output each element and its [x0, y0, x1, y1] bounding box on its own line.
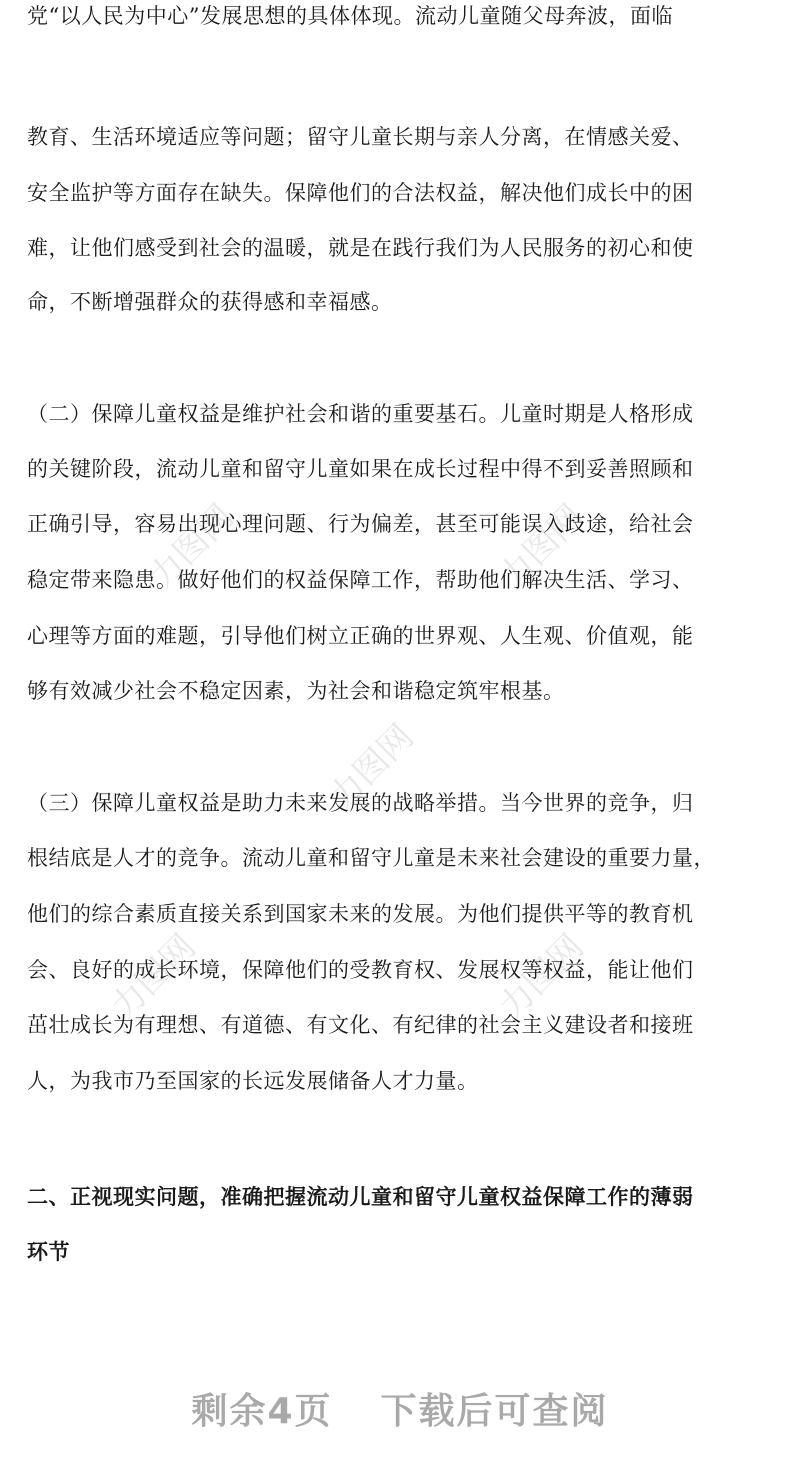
paragraph-line: 人，为我市乃至国家的长远发展储备人才力量。 [27, 1069, 479, 1093]
paragraph-line: （三）保障儿童权益是助力未来发展的战略举措。当今世界的竞争，归 [27, 791, 694, 815]
paragraph-line: 会、良好的成长环境，保障他们的受教育权、发展权等权益，能让他们 [27, 958, 694, 982]
paragraph-line: 他们的综合素质直接关系到国家未来的发展。为他们提供平等的教育机 [27, 902, 694, 926]
paragraph-line: 教育、生活环境适应等问题；留守儿童长期与亲人分离，在情感关爱、 [27, 125, 694, 149]
paragraph-line: 难，让他们感受到社会的温暖，就是在践行我们为人民服务的初心和使 [27, 236, 694, 260]
download-prompt[interactable] [0, 1383, 800, 1434]
watermark: 力图网 [491, 496, 592, 598]
paragraph-line: 稳定带来隐患。做好他们的权益保障工作，帮助他们解决生活、学习、 [27, 568, 694, 592]
paragraph-line: 的关键阶段，流动儿童和留守儿童如果在成长过程中得不到妥善照顾和 [27, 457, 694, 481]
section-heading: 二、正视现实问题，准确把握流动儿童和留守儿童权益保障工作的薄弱 [27, 1185, 694, 1209]
paragraph-line: 党“以人民为中心”发展思想的具体体现。流动儿童随父母奔波，面临 [27, 4, 673, 28]
paragraph-line: 命，不断增强群众的获得感和幸福感。 [27, 290, 393, 314]
download-to-view-label: 下载后可查阅 [380, 1391, 609, 1432]
paragraph-line: 根结底是人才的竞争。流动儿童和留守儿童是未来社会建设的重要力量， [27, 846, 715, 870]
watermark: 力图网 [141, 496, 242, 598]
watermark: 力图网 [103, 926, 204, 1028]
section-heading: 环节 [27, 1240, 70, 1264]
paragraph-line: 茁壮成长为有理想、有道德、有文化、有纪律的社会主义建设者和接班 [27, 1013, 694, 1037]
remaining-pages-label: 剩余4页 [191, 1391, 333, 1432]
paragraph-line: 安全监护等方面存在缺失。保障他们的合法权益，解决他们成长中的困 [27, 181, 694, 205]
paragraph-line: 正确引导，容易出现心理问题、行为偏差，甚至可能误入歧途，给社会 [27, 512, 694, 536]
paragraph-line: 心理等方面的难题，引导他们树立正确的世界观、人生观、价值观，能 [27, 624, 694, 648]
watermark: 力图网 [491, 926, 592, 1028]
paragraph-line: （二）保障儿童权益是维护社会和谐的重要基石。儿童时期是人格形成 [27, 402, 694, 426]
paragraph-line: 够有效减少社会不稳定因素，为社会和谐稳定筑牢根基。 [27, 679, 565, 703]
watermark: 力图网 [321, 716, 422, 818]
